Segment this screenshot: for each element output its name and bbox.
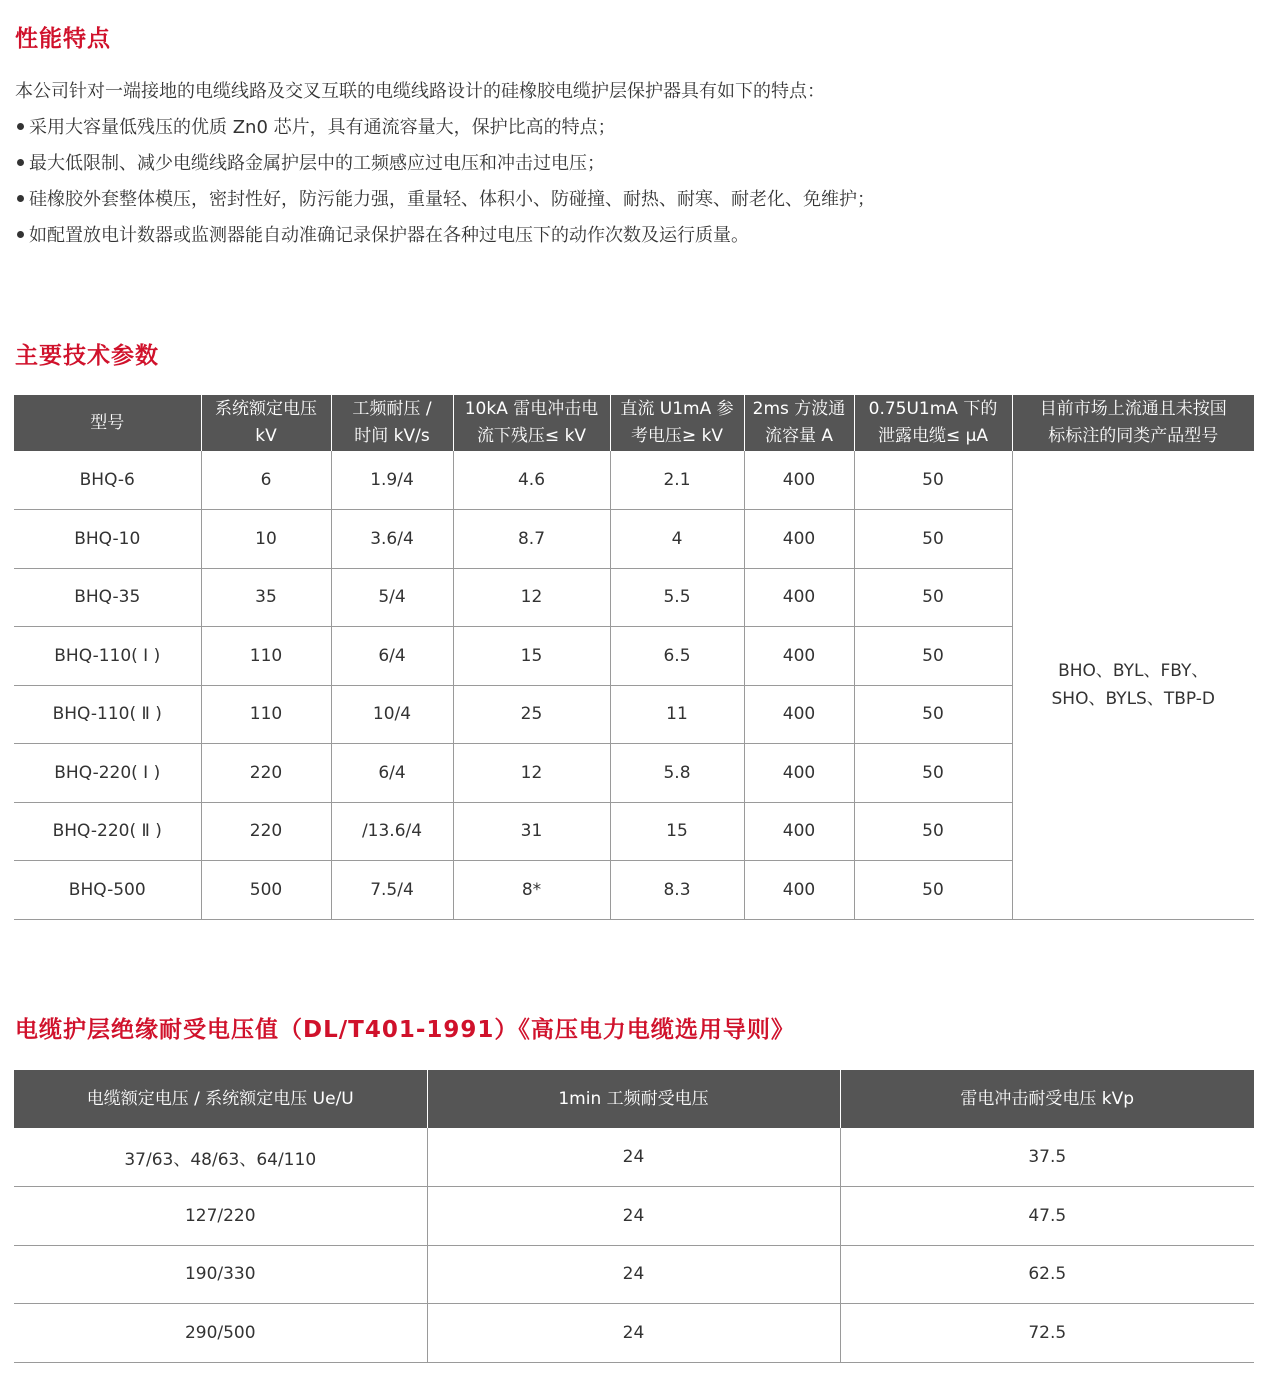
cell: 400	[744, 685, 854, 744]
cell: 2.1	[610, 451, 744, 510]
cell: 7.5/4	[331, 861, 453, 920]
cell: 24	[427, 1304, 840, 1363]
table-row	[14, 1304, 1254, 1363]
cell: 400	[744, 627, 854, 686]
cell: 8.7	[453, 510, 610, 569]
insulation-table	[14, 1070, 1254, 1363]
header-residual-voltage: 10kA 雷电冲击电 流下残压≤ kV	[453, 395, 610, 451]
insulation-header-row	[14, 1070, 1254, 1128]
cell: 5.8	[610, 744, 744, 803]
cell: 400	[744, 861, 854, 920]
cell: 24	[427, 1128, 840, 1187]
bullet-icon	[17, 159, 24, 166]
cell: 47.5	[840, 1187, 1254, 1246]
cell-model: BHQ-10	[14, 510, 201, 569]
bullet-icon	[17, 195, 24, 202]
cell-model: BHQ-220( Ⅰ )	[14, 744, 201, 803]
cell: 400	[744, 510, 854, 569]
cell: 10/4	[331, 685, 453, 744]
cell-model: BHQ-110( Ⅰ )	[14, 627, 201, 686]
cell: 400	[744, 744, 854, 803]
cell: 11	[610, 685, 744, 744]
header-lightning-withstand: 雷电冲击耐受电压 kVp	[840, 1070, 1254, 1128]
cell: 290/500	[14, 1304, 427, 1363]
cell: 500	[201, 861, 331, 920]
params-table	[14, 395, 1254, 920]
cell: 4	[610, 510, 744, 569]
cell: 400	[744, 802, 854, 861]
feature-item: 采用大容量低残压的优质 Zn0 芯片，具有通流容量大，保护比高的特点；	[15, 110, 1265, 146]
cell: 8.3	[610, 861, 744, 920]
cell-model: BHQ-220( Ⅱ )	[14, 802, 201, 861]
cell: 12	[453, 744, 610, 803]
cell: 35	[201, 568, 331, 627]
cell: 50	[854, 568, 1012, 627]
cell: 110	[201, 627, 331, 686]
cell: 6/4	[331, 627, 453, 686]
cell: 62.5	[840, 1245, 1254, 1304]
header-similar-models: 目前市场上流通且未按国 标标注的同类产品型号	[1012, 395, 1254, 451]
cell: 400	[744, 451, 854, 510]
cell: 24	[427, 1245, 840, 1304]
cell: 50	[854, 802, 1012, 861]
cell: 50	[854, 685, 1012, 744]
cell: 110	[201, 685, 331, 744]
cell-model: BHQ-35	[14, 568, 201, 627]
cell: 50	[854, 451, 1012, 510]
cell: 6	[201, 451, 331, 510]
header-1min-withstand: 1min 工频耐受电压	[427, 1070, 840, 1128]
cell: 5.5	[610, 568, 744, 627]
cell-model: BHQ-110( Ⅱ )	[14, 685, 201, 744]
cell: 5/4	[331, 568, 453, 627]
header-leakage: 0.75U1mA 下的 泄露电缆≤ μA	[854, 395, 1012, 451]
table-row	[14, 1187, 1254, 1246]
cell: 220	[201, 802, 331, 861]
header-rated-voltage: 系统额定电压 kV	[201, 395, 331, 451]
feature-item: 硅橡胶外套整体模压，密封性好，防污能力强，重量轻、体积小、防碰撞、耐热、耐寒、耐老化、免维护；	[15, 182, 1265, 218]
cell: 15	[610, 802, 744, 861]
cell: 31	[453, 802, 610, 861]
feature-item: 如配置放电计数器或监测器能自动准确记录保护器在各种过电压下的动作次数及运行质量。	[15, 218, 1265, 254]
cell: 8*	[453, 861, 610, 920]
cell: 50	[854, 510, 1012, 569]
cell: 1.9/4	[331, 451, 453, 510]
bullet-icon	[17, 123, 24, 130]
cell: 6/4	[331, 744, 453, 803]
header-square-wave: 2ms 方波通 流容量 A	[744, 395, 854, 451]
features-list	[15, 74, 1265, 254]
cell: 50	[854, 627, 1012, 686]
cell: 3.6/4	[331, 510, 453, 569]
header-dc-ref-voltage: 直流 U1mA 参 考电压≥ kV	[610, 395, 744, 451]
features-title: 性能特点	[15, 26, 111, 52]
header-power-freq: 工频耐压 / 时间 kV/s	[331, 395, 453, 451]
cell: 15	[453, 627, 610, 686]
header-model: 型号	[14, 395, 201, 451]
table-row	[14, 1128, 1254, 1187]
table-row	[14, 1245, 1254, 1304]
cell-model: BHQ-500	[14, 861, 201, 920]
cell: 50	[854, 744, 1012, 803]
cell: 4.6	[453, 451, 610, 510]
header-rated-voltage-ratio: 电缆额定电压 / 系统额定电压 Ue/U	[14, 1070, 427, 1128]
cell-similar-models: BHO、BYL、FBY、 SHO、BYLS、TBP-D	[1012, 451, 1254, 919]
cell: 400	[744, 568, 854, 627]
params-header-row	[14, 395, 1254, 451]
bullet-icon	[17, 231, 24, 238]
cell: 37/63、48/63、64/110	[14, 1128, 427, 1187]
features-intro: 本公司针对一端接地的电缆线路及交叉互联的电缆线路设计的硅橡胶电缆护层保护器具有如下的特点：	[15, 81, 825, 102]
cell: 24	[427, 1187, 840, 1246]
cell: 190/330	[14, 1245, 427, 1304]
cell: 12	[453, 568, 610, 627]
cell: 10	[201, 510, 331, 569]
cell: 72.5	[840, 1304, 1254, 1363]
feature-item: 最大低限制、减少电缆线路金属护层中的工频感应过电压和冲击过电压；	[15, 146, 1265, 182]
table-row	[14, 451, 1254, 510]
cell: 6.5	[610, 627, 744, 686]
params-title: 主要技术参数	[15, 343, 159, 369]
cell: /13.6/4	[331, 802, 453, 861]
cell: 25	[453, 685, 610, 744]
cell: 127/220	[14, 1187, 427, 1246]
insulation-title: 电缆护层绝缘耐受电压值（DL/T401-1991）《高压电力电缆选用导则》	[15, 1017, 795, 1043]
cell: 220	[201, 744, 331, 803]
cell: 50	[854, 861, 1012, 920]
cell: 37.5	[840, 1128, 1254, 1187]
cell-model: BHQ-6	[14, 451, 201, 510]
